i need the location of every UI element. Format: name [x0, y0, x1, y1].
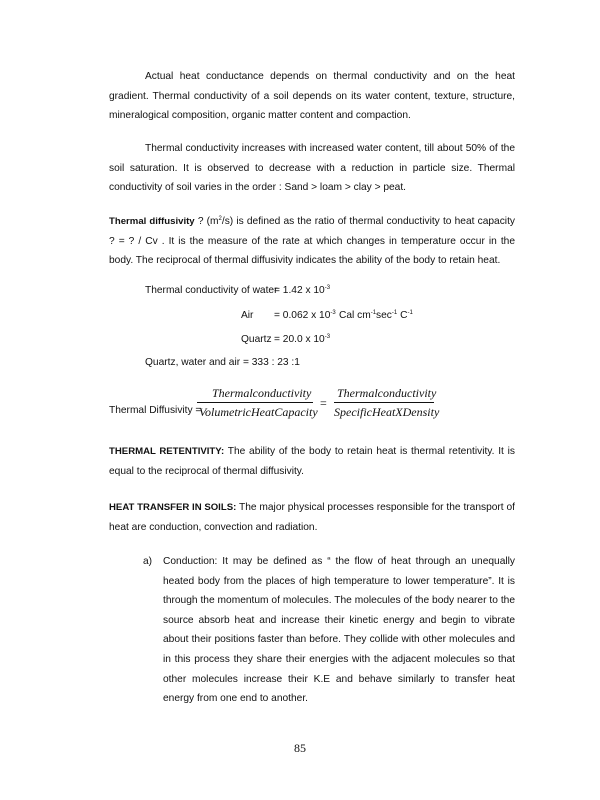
quartz-conductivity-label: Quartz: [241, 334, 272, 345]
heat-transfer-heading: HEAT TRANSFER IN SOILS:: [109, 502, 237, 513]
formula-numerator-1: Thermalconductivity: [212, 386, 312, 400]
fraction-bar-1: [197, 402, 313, 403]
heat-transfer-text: The major physical processes responsible for the transport of heat are conduction, convection and radiation.: [109, 502, 515, 533]
diffusivity-text-part1: ? (m: [194, 216, 219, 227]
formula-denominator-1: VolumetricHeatCapacity: [199, 405, 318, 419]
diffusivity-superscript: 2: [218, 216, 222, 222]
paragraph-heat-transfer: [109, 498, 515, 537]
water-conductivity-label: Thermal conductivity of water: [145, 285, 278, 296]
retentivity-text: The ability of the body to retain heat is thermal retentivity. It is equal to the reciprocal of thermal diffusivity.: [109, 446, 515, 477]
water-conductivity-value: = 1.42 x $10^{-3}$: [274, 285, 331, 296]
paragraph-conductivity-water: Thermal conductivity increases with increased water content, till about 50% of the soil saturation. It is observed to decrease with a reduction in particle size. Thermal conductivity of soil varies in the order : Sand > loam > clay > peat.: [109, 143, 515, 194]
page-number: 85: [294, 741, 306, 755]
formula-denominator-2: SpecificHeatXDensity: [334, 405, 440, 419]
air-conductivity-value: = 0.062 x $10^{-3}$: [274, 310, 336, 321]
fraction-bar-2: [334, 402, 434, 403]
formula-equals: =: [320, 396, 327, 410]
paragraph-heat-conductance: Actual heat conductance depends on thermal conductivity and on the heat gradient. Thermal conductivity of a soil depends on its water content, texture, structure, mineralogical composition, organic matter content and compaction.: [109, 71, 515, 122]
thermal-diffusivity-heading: Thermal diffusivity: [109, 216, 195, 227]
list-item-conduction: Conduction: It may be defined as “ the flow of heat through an unequally heated body from the places of high temperature to lower temperature”. It is through the momentum of molecules. The molecules of the body nearer to the source absorb heat and increase their kinetic energy and begin to vibrate about their positions faster than before. They collide with other molecules and in this process they share their energies with the adjacent molecules so that other molecules increase their K.E and behave similarly to transfer heat energy from one end to another.: [163, 556, 515, 705]
thermal-retentivity-heading: THERMAL RETENTIVITY:: [109, 446, 225, 457]
quartz-conductivity-value: = 20.0 x $10^{-3}$: [274, 334, 331, 345]
formula-numerator-2: Thermalconductivity: [337, 386, 437, 400]
air-conductivity-label: Air: [241, 310, 254, 321]
conductivity-ratio: Quartz, water and air = 333 : 23 :1: [145, 357, 300, 368]
paragraph-thermal-diffusivity: [109, 212, 515, 271]
diffusivity-text-part2: /s) is defined as the ratio of thermal conductivity to heat capacity ? = ? / Cv . It is the measure of the rate at which changes in temperature occur in the body. The reciprocal of thermal diffusivity indicates the ability of the body to retain heat.: [109, 216, 515, 267]
formula-label: Thermal Diffusivity =: [109, 405, 202, 416]
paragraph-thermal-retentivity: [109, 442, 515, 481]
conductivity-unit: Cal $cm^{-1}\sec^{-1}$ $C^{-1}$: [339, 310, 413, 321]
list-marker-a: a): [143, 556, 153, 567]
